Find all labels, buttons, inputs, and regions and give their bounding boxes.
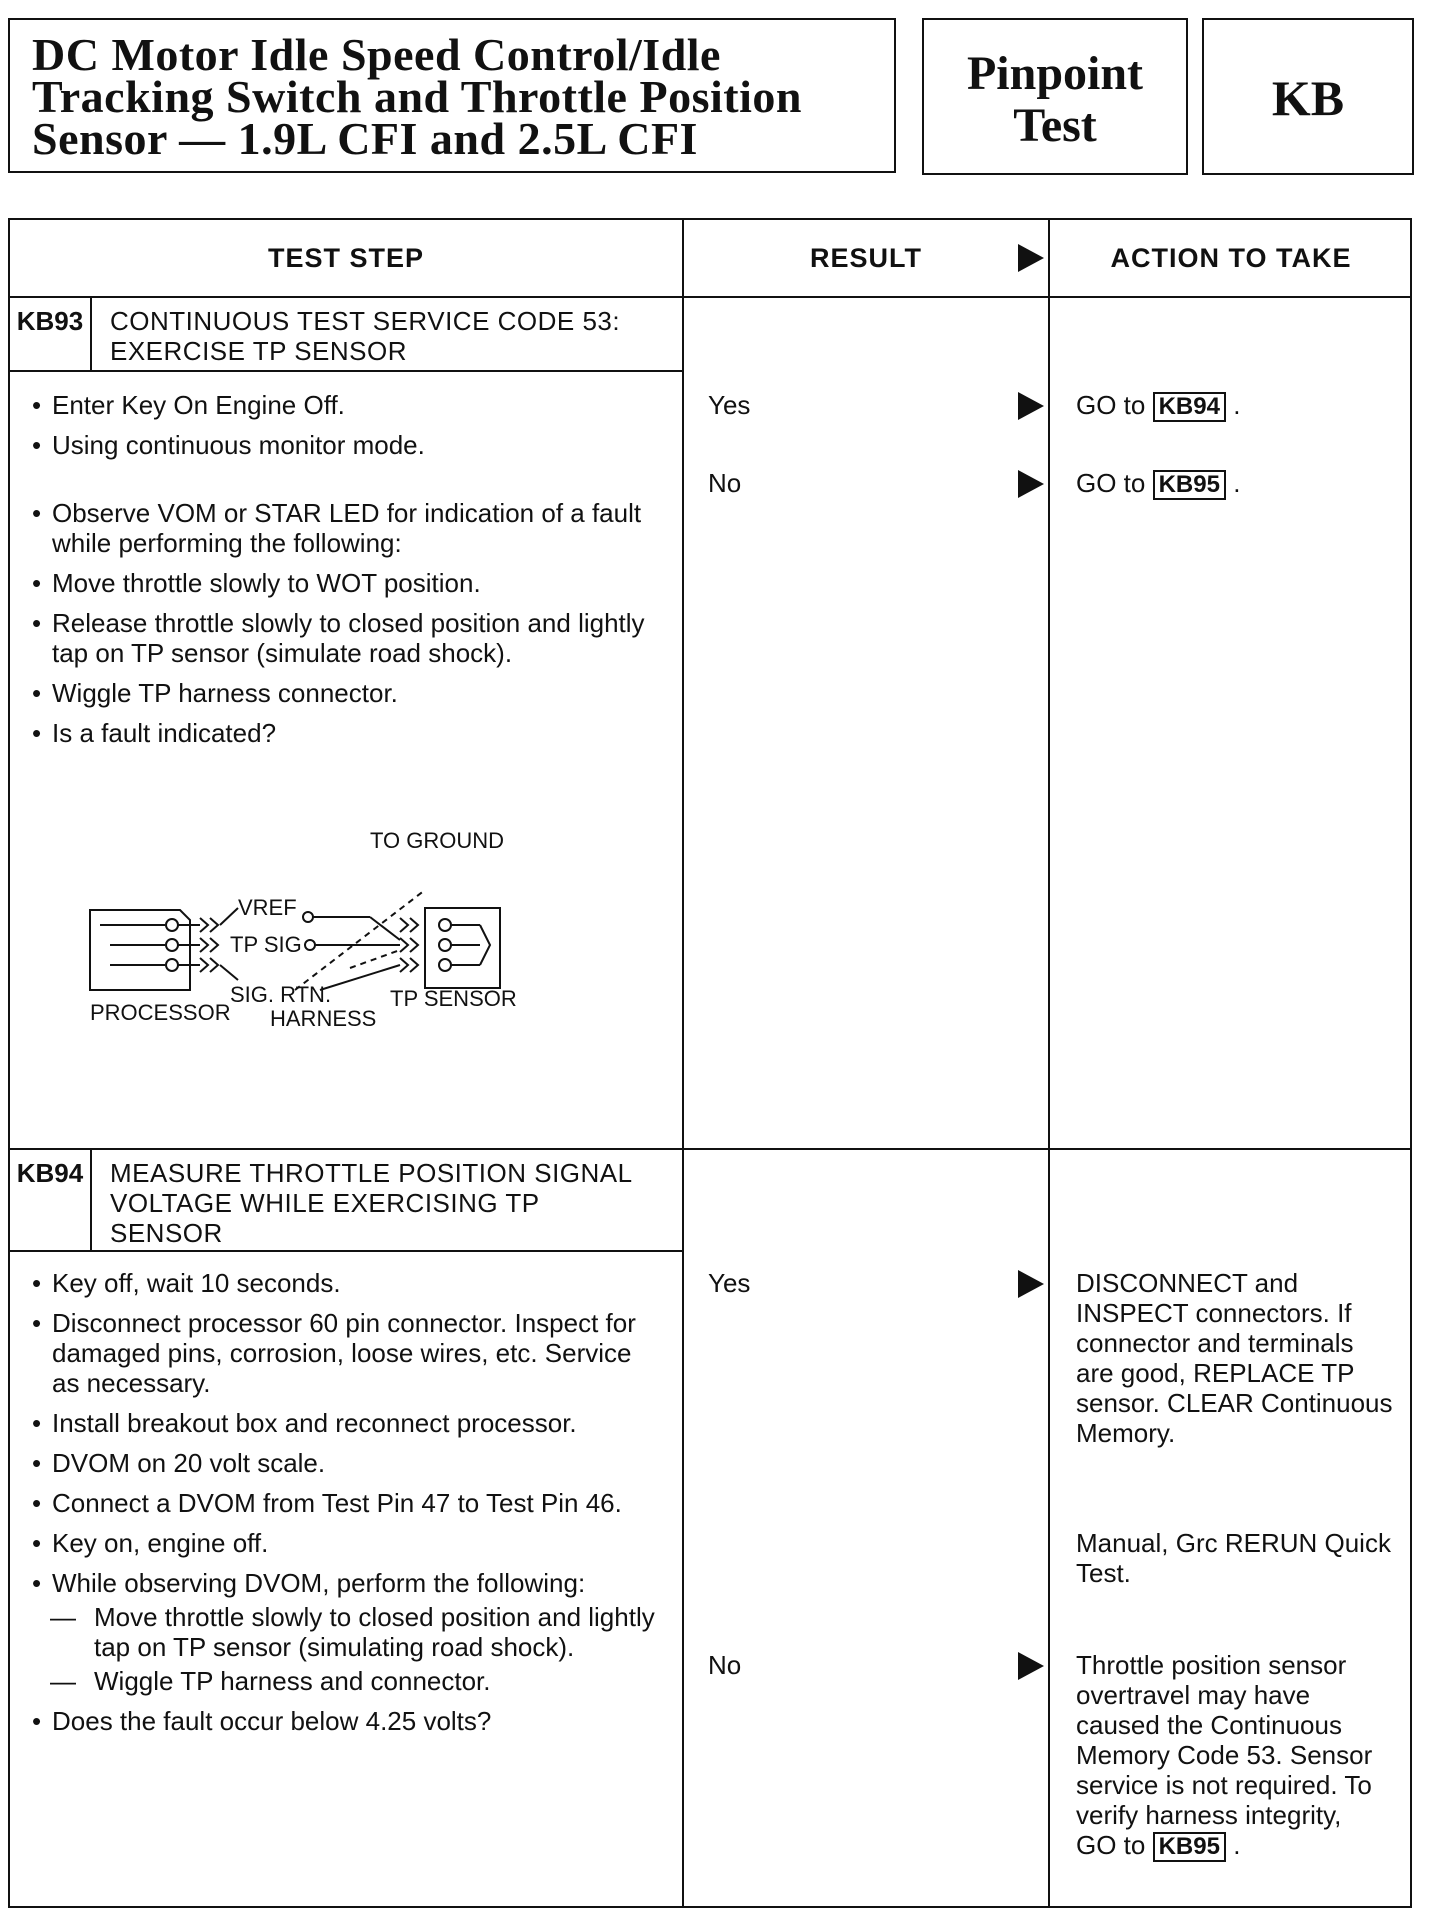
list-item: • Enter Key On Engine Off. [32,390,662,420]
link-kb95[interactable]: KB95 [1153,470,1226,500]
list-item: • Connect a DVOM from Test Pin 47 to Test Pin 46. [32,1488,662,1518]
diagram-label-sig-rtn: SIG. RTN. [230,982,332,1007]
list-item: • Release throttle slowly to closed position and lightly tap on TP sensor (simulate road shock). [32,608,662,668]
diagram-label-to-ground: TO GROUND [370,828,505,853]
list-item: • Disconnect processor 60 pin connector. Inspect for damaged pins, corrosion, loose wires, etc. Service as necessary. [32,1308,662,1398]
step-title-kb94: MEASURE THROTTLE POSITION SIGNAL VOLTAGE WHILE EXERCISING TP SENSOR [110,1158,633,1248]
test-code-label: KB [1202,18,1414,175]
action-kb93-no: GO to KB95 . [1076,468,1241,498]
pinpoint-table [8,218,1412,1908]
column-divider [1048,220,1050,1906]
result-no-kb94: No [708,1650,742,1680]
diagram-label-vref: VREF [238,895,297,920]
link-kb94[interactable]: KB94 [1153,392,1226,422]
arrow-icon [1018,244,1044,272]
column-header-result: RESULT [684,220,1048,296]
list-item: • DVOM on 20 volt scale. [32,1448,662,1478]
title-box [8,18,896,173]
page-title: DC Motor Idle Speed Control/Idle Tracking Switch and Throttle Position Sensor — 1.9L CFI and 2.5L CFI [32,29,802,164]
list-item: • Wiggle TP harness connector. [32,678,662,708]
action-kb94-rerun: Manual, Grc RERUN Quick Test. [1076,1528,1391,1588]
arrow-icon [1018,392,1044,420]
result-yes-kb93: Yes [708,390,751,420]
result-no-kb93: No [708,468,742,498]
diagram-label-processor: PROCESSOR [90,1000,231,1025]
arrow-icon [1018,1652,1044,1680]
list-item: — Wiggle TP harness and connector. [32,1666,662,1696]
list-item: • Install breakout box and reconnect processor. [32,1408,662,1438]
arrow-icon [1018,1270,1044,1298]
list-item: • Key on, engine off. [32,1528,662,1558]
column-divider [682,220,684,1906]
step-id-kb93: KB93 [16,306,84,336]
arrow-icon [1018,470,1044,498]
step-list-kb94 [32,1268,662,1746]
list-item: • Using continuous monitor mode. [32,430,662,460]
action-kb94-yes: DISCONNECT and INSPECT connectors. If connector and terminals are good, REPLACE TP sensor. CLEAR Continuous Memory. [1076,1268,1393,1448]
list-item: — Move throttle slowly to closed position and lightly tap on TP sensor (simulating road shock). [32,1602,662,1662]
action-kb93-yes: GO to KB94 . [1076,390,1241,420]
action-kb94-no: Throttle position sensor overtravel may have caused the Continuous Memory Code 53. Sensor service is not required. To verify harness integrity, GO to KB95 . [1076,1650,1373,1860]
pinpoint-test-label: Pinpoint Test [922,18,1188,175]
list-item: • Key off, wait 10 seconds. [32,1268,662,1298]
list-item: • While observing DVOM, perform the following: [32,1568,662,1598]
column-header-action: ACTION TO TAKE [1110,243,1352,273]
tp-sensor-wiring-diagram [70,820,610,1050]
step-id-divider [90,1148,92,1250]
column-header-test-step: TEST STEP [267,243,425,273]
diagram-label-tp-sensor: TP SENSOR [390,986,517,1011]
diagram-label-harness: HARNESS [270,1006,377,1031]
result-yes-kb94: Yes [708,1268,751,1298]
list-item: • Observe VOM or STAR LED for indication of a fault while performing the following: [32,498,662,558]
step-id-kb94: KB94 [16,1158,84,1188]
link-kb95[interactable]: KB95 [1153,1832,1226,1862]
list-item: • Move throttle slowly to WOT position. [32,568,662,598]
step-id-divider [90,296,92,370]
list-item: • Is a fault indicated? [32,718,662,748]
list-item: • Does the fault occur below 4.25 volts? [32,1706,662,1736]
step-title-kb93: CONTINUOUS TEST SERVICE CODE 53: EXERCISE TP SENSOR [110,306,621,366]
step-list-kb93 [32,390,662,758]
diagram-label-tp-sig: TP SIG [230,932,302,957]
